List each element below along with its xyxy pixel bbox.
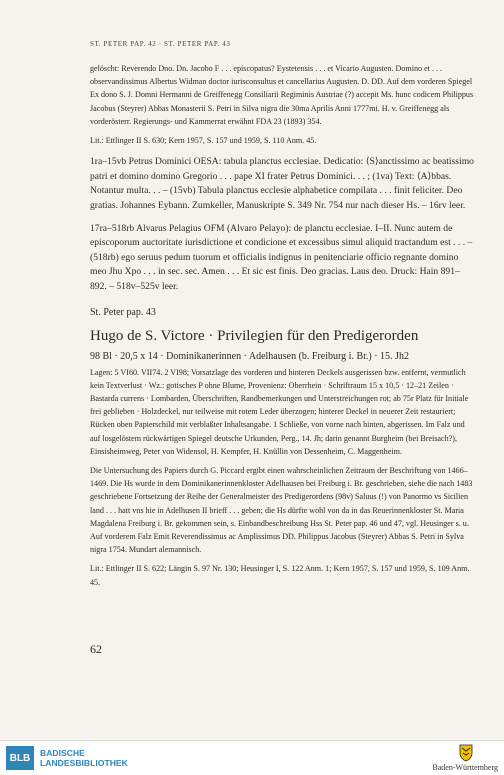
blb-logo-icon: BLB — [6, 746, 34, 770]
state-crest-icon — [458, 744, 474, 762]
section-label: St. Peter pap. 43 — [90, 306, 156, 318]
entry-alvarus-pelagius: 17ra–518rb Alvarus Pelagius OFM (Alvaro Pelayo): de planctu ecclesiae. I–II. Nunc autem de episcoporum auctoritate iurisdictione et condicione et excessibus simul aliquid tractandum est . . . – (518rb) ego seruus pedum tuorum et officialis indignus in penitenciarie officio regnante domino meo Jhu Xpo . . . in sec. sec. Amen . . . Et sic est finis. Deo gracias. Laus deo. Druck: Hain 891–892. – 518v–525v leer. — [90, 222, 473, 292]
literature-2: Lit.: Ettlinger II S. 622; Längin S. 97 Nr. 130; Heusinger I, S. 122 Anm. 1; Kern 1957, S. 157 und 1959, S. 109 Anm. 45. — [90, 564, 470, 587]
state-name: Baden-Württemberg — [432, 763, 498, 772]
literature-1: Lit.: Ettlinger II S. 630; Kern 1957, S. 157 und 1959, S. 110 Anm. 45. — [90, 136, 317, 146]
footer-bar — [0, 740, 504, 775]
entry-petrus-dominici: 1ra–15vb Petrus Dominici OESA: tabula planctus ecclesiae. Dedicatio: ⟨S⟩anctissimo ac beatissimo patri et domino domino Gregorio . . . pape XI frater Petrus Dominici. . . ; (1va) Text: ⟨A⟩bbas. Notantur multa. . . – (15vb) Tabula planctus ecclesie alphabetice compilata . . . finit feliciter. Deo gratias. Johannes Eybann. Zumkeller, Manuskripte S. 349 Nr. 754 nur nach dieser Hs. – 16rv leer. — [90, 156, 474, 211]
library-name — [40, 748, 128, 768]
running-head: ST. PETER PAP. 42 · ST. PETER PAP. 43 — [90, 40, 231, 48]
history-paragraph: Die Untersuchung des Papiers durch G. Piccard ergibt einen wahrscheinlichen Zeitraum der Beschriftung von 1466–1469. Die Hs wurde in dem Dominikanerinnenkloster Adelhausen bei Freiburg i. Br. geschrieben, siehe die nach 1483 geschriebene Fortsetzung der Reihe der Generalmeister des Predigerordens (98v) Saluus (!) von Panormo vs Sicilien land . . . hatt vns hie in Adelhusen II brieff . . . geben; die Hs dürfte wohl von da in das Reuerinnenkloster St. Maria Magdalena Freiburg i. Br. gekommen sein, s. Einbandbeschreibung Hss St. Peter pap. 46 und 47, vgl. Heusinger s. u. Auf vorderem Falz Emit Reverendissimus ac Amplissimus DD. Philippus Jacobus (Steyrer) Abbas S. Petri in Sylva nigra 1754. Mundart alemannisch. — [90, 465, 473, 555]
entry-subheading: 98 Bl · 20,5 x 14 · Dominikanerinnen · Adelhausen (b. Freiburg i. Br.) · 15. Jh2 — [90, 350, 409, 362]
physical-description: Lagen: 5 VI60. VII74. 2 VI98; Vorsatzlage des vorderen und hinteren Deckels ausgerissen bzw. entfernt, vermutlich kein Textverlust · Wz.: gotisches P ohne Blume, Provenienz: Oberrhein · Schriftraum 15 x 10,5 · 12–21 Zeilen · Bastarda currens · Lombarden, Überschriften, Randbemerkungen und Unterstreichungen rot; ab 75r Platz für Initiale frei geblieben · Holzdeckel, nur teilweise mit rotem Leder überzogen; hinterer Deckel in neuerer Zeit restauriert; Rücken oben Papierschild mit verblaßter Inhaltsangabe. 1 Schließe, von vorne nach hinten, abgerissen. Im Falz und auf losgelöstem rückwärtigen Spiegel deutsche Urkunden, Perg., 14. Jh; darin genannt Burgheim (bei Breisach?), Einsisheimweg, Peter von Widensol, H. Kempfer, H. Knüllin von Dessenheim, C. Maggenheim. — [90, 367, 469, 456]
library-name-line1: BADISCHE — [40, 748, 85, 758]
page-content — [90, 40, 476, 589]
page-number: 62 — [90, 642, 102, 656]
paragraph-provenance: gelöscht: Reverendo Dno. Dn. Jacobo F . . . episcopatus? Eystetensis . . . et Vicario Augusten. Domino et . . . observandissimus Albertus Widman doctor iurisconsultus et cancellarius Augusten. D. DD. Auf dem vorderen Spiegel Ex dono S. J. Domni Hermanni de Greiffenegg Consiliarii Regiminis Austriae (?) accepit Ms. hunc codicem Philippus Jacobus (Steyrer) Abbas Monasterii S. Petri in Silva nigra die 30ma Aprilis Anni 1777mi. H. v. Greiffenegg als vorderösterr. Regierungs- und Kammerrat erwähnt FDA 23 (1893) 354. — [90, 64, 474, 126]
library-name-line2: LANDESBIBLIOTHEK — [40, 758, 128, 768]
entry-title: Hugo de S. Victore · Privilegien für den Predigerorden — [90, 327, 419, 344]
